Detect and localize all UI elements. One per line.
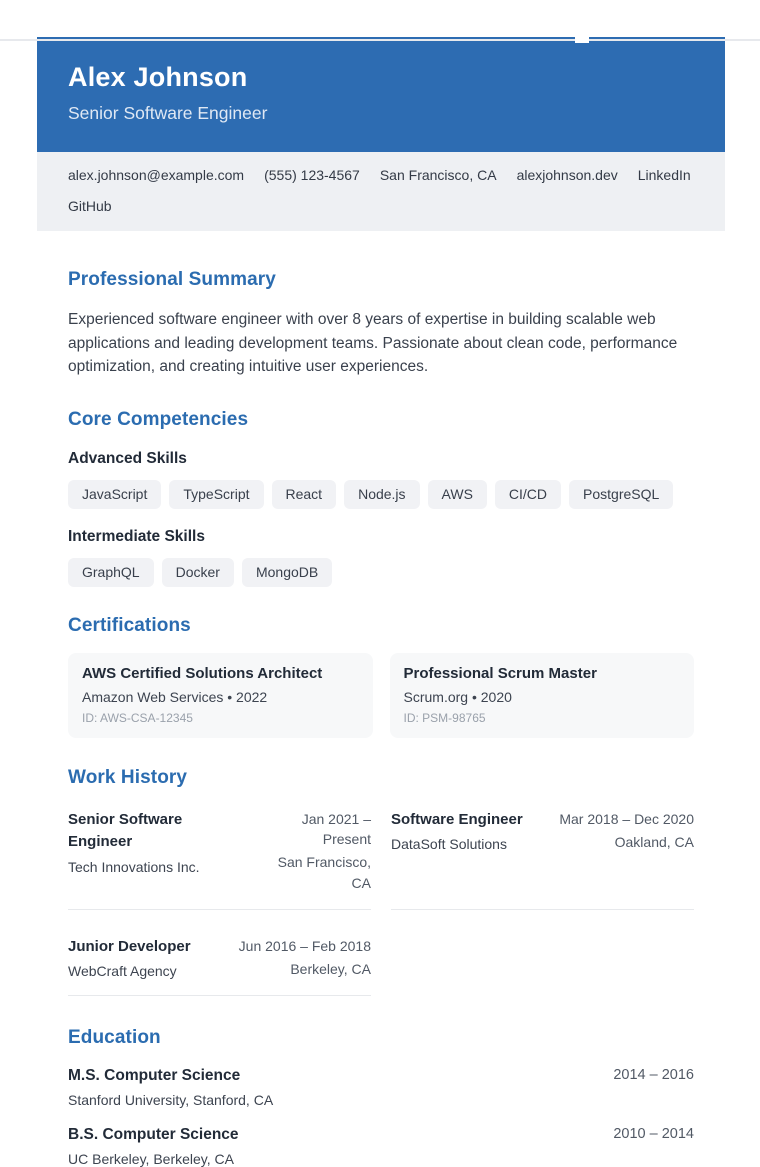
skill-chip: MongoDB [242,558,332,587]
job-location: San Francisco, CA [277,854,371,891]
certification-id: ID: AWS-CSA-12345 [82,710,193,725]
section-education [68,1027,694,1167]
page-top-divider [0,39,760,41]
certification-card [390,653,695,738]
resume-header [37,37,725,152]
job-company: WebCraft Agency [68,963,177,980]
skill-chip: Node.js [344,480,419,509]
job-entry [68,936,371,997]
resume-document [37,37,725,1167]
contact-phone: (555) 123-4567 [264,167,360,183]
contact-linkedin: LinkedIn [637,167,691,183]
intermediate-skills-label: Intermediate Skills [68,527,205,545]
skill-chip: React [272,480,337,509]
job-company: Tech Innovations Inc. [68,858,200,875]
certifications-grid [68,653,694,738]
skill-chip: JavaScript [68,480,161,509]
skill-chip: GraphQL [68,558,154,587]
summary-text: Experienced software engineer with over 8 years of expertise in building scalable web applications and leading development teams. Passionate about clean code, performance optimization, and creating intuitive user experiences. [68,311,678,376]
competencies-heading: Core Competencies [68,408,249,430]
education-main [68,1067,273,1108]
certification-issuer: Scrum.org • 2020 [403,688,512,705]
skill-chip: AWS [428,480,487,509]
job-company: DataSoft Solutions [391,836,507,853]
job-title: Software Engineer [391,810,523,828]
education-list [68,1067,694,1167]
summary-heading: Professional Summary [68,269,276,290]
section-core-competencies [68,409,694,587]
job-meta [559,809,694,893]
job-title: Junior Developer [68,937,191,955]
resume-body [37,269,725,1167]
section-certifications [68,615,694,738]
education-entry [68,1126,694,1167]
certification-issuer: Amazon Web Services • 2022 [82,688,268,705]
skill-chip: Docker [162,558,234,587]
education-heading: Education [68,1027,161,1049]
job-dates: Jan 2021 – Present [301,810,371,847]
work-history-grid [68,809,694,997]
contact-email: alex.johnson@example.com [68,167,245,183]
job-dates: Jun 2016 – Feb 2018 [238,937,371,954]
certification-card [68,653,373,738]
contact-website: alexjohnson.dev [516,167,618,183]
job-main [68,936,227,980]
certifications-heading: Certifications [68,614,191,636]
candidate-title: Senior Software Engineer [68,103,268,123]
education-school: Stanford University, Stanford, CA [68,1092,274,1109]
skill-chip: TypeScript [169,480,263,509]
certification-id: ID: PSM-98765 [403,710,486,725]
skill-chip: PostgreSQL [569,480,673,509]
job-dates: Mar 2018 – Dec 2020 [559,810,694,827]
advanced-skills-chips [68,480,694,509]
section-professional-summary [68,269,694,379]
education-degree: B.S. Computer Science [68,1126,239,1144]
job-meta [255,809,371,893]
certification-title: Professional Scrum Master [403,664,597,682]
skill-chip: CI/CD [495,480,561,509]
advanced-skills-label: Advanced Skills [68,449,187,467]
intermediate-skills-chips [68,558,694,587]
education-years: 2014 – 2016 [613,1067,694,1084]
job-title: Senior Software Engineer [68,810,183,851]
page-top-divider-notch [575,37,589,43]
job-entry [391,809,694,910]
certification-title: AWS Certified Solutions Architect [82,664,323,682]
education-school: UC Berkeley, Berkeley, CA [68,1151,234,1167]
work-history-heading: Work History [68,766,188,788]
contact-bar [37,152,725,231]
job-meta [239,936,371,980]
education-main [68,1126,239,1167]
job-entry [68,809,371,910]
candidate-name: Alex Johnson [68,62,248,92]
education-degree: M.S. Computer Science [68,1067,241,1085]
section-work-history [68,767,694,997]
job-location: Oakland, CA [614,833,694,850]
job-location: Berkeley, CA [290,961,371,978]
job-main [391,809,547,893]
education-entry [68,1067,694,1108]
contact-location: San Francisco, CA [379,167,497,183]
education-years: 2010 – 2014 [613,1126,694,1143]
job-main [68,809,243,893]
contact-github: GitHub [68,198,112,214]
